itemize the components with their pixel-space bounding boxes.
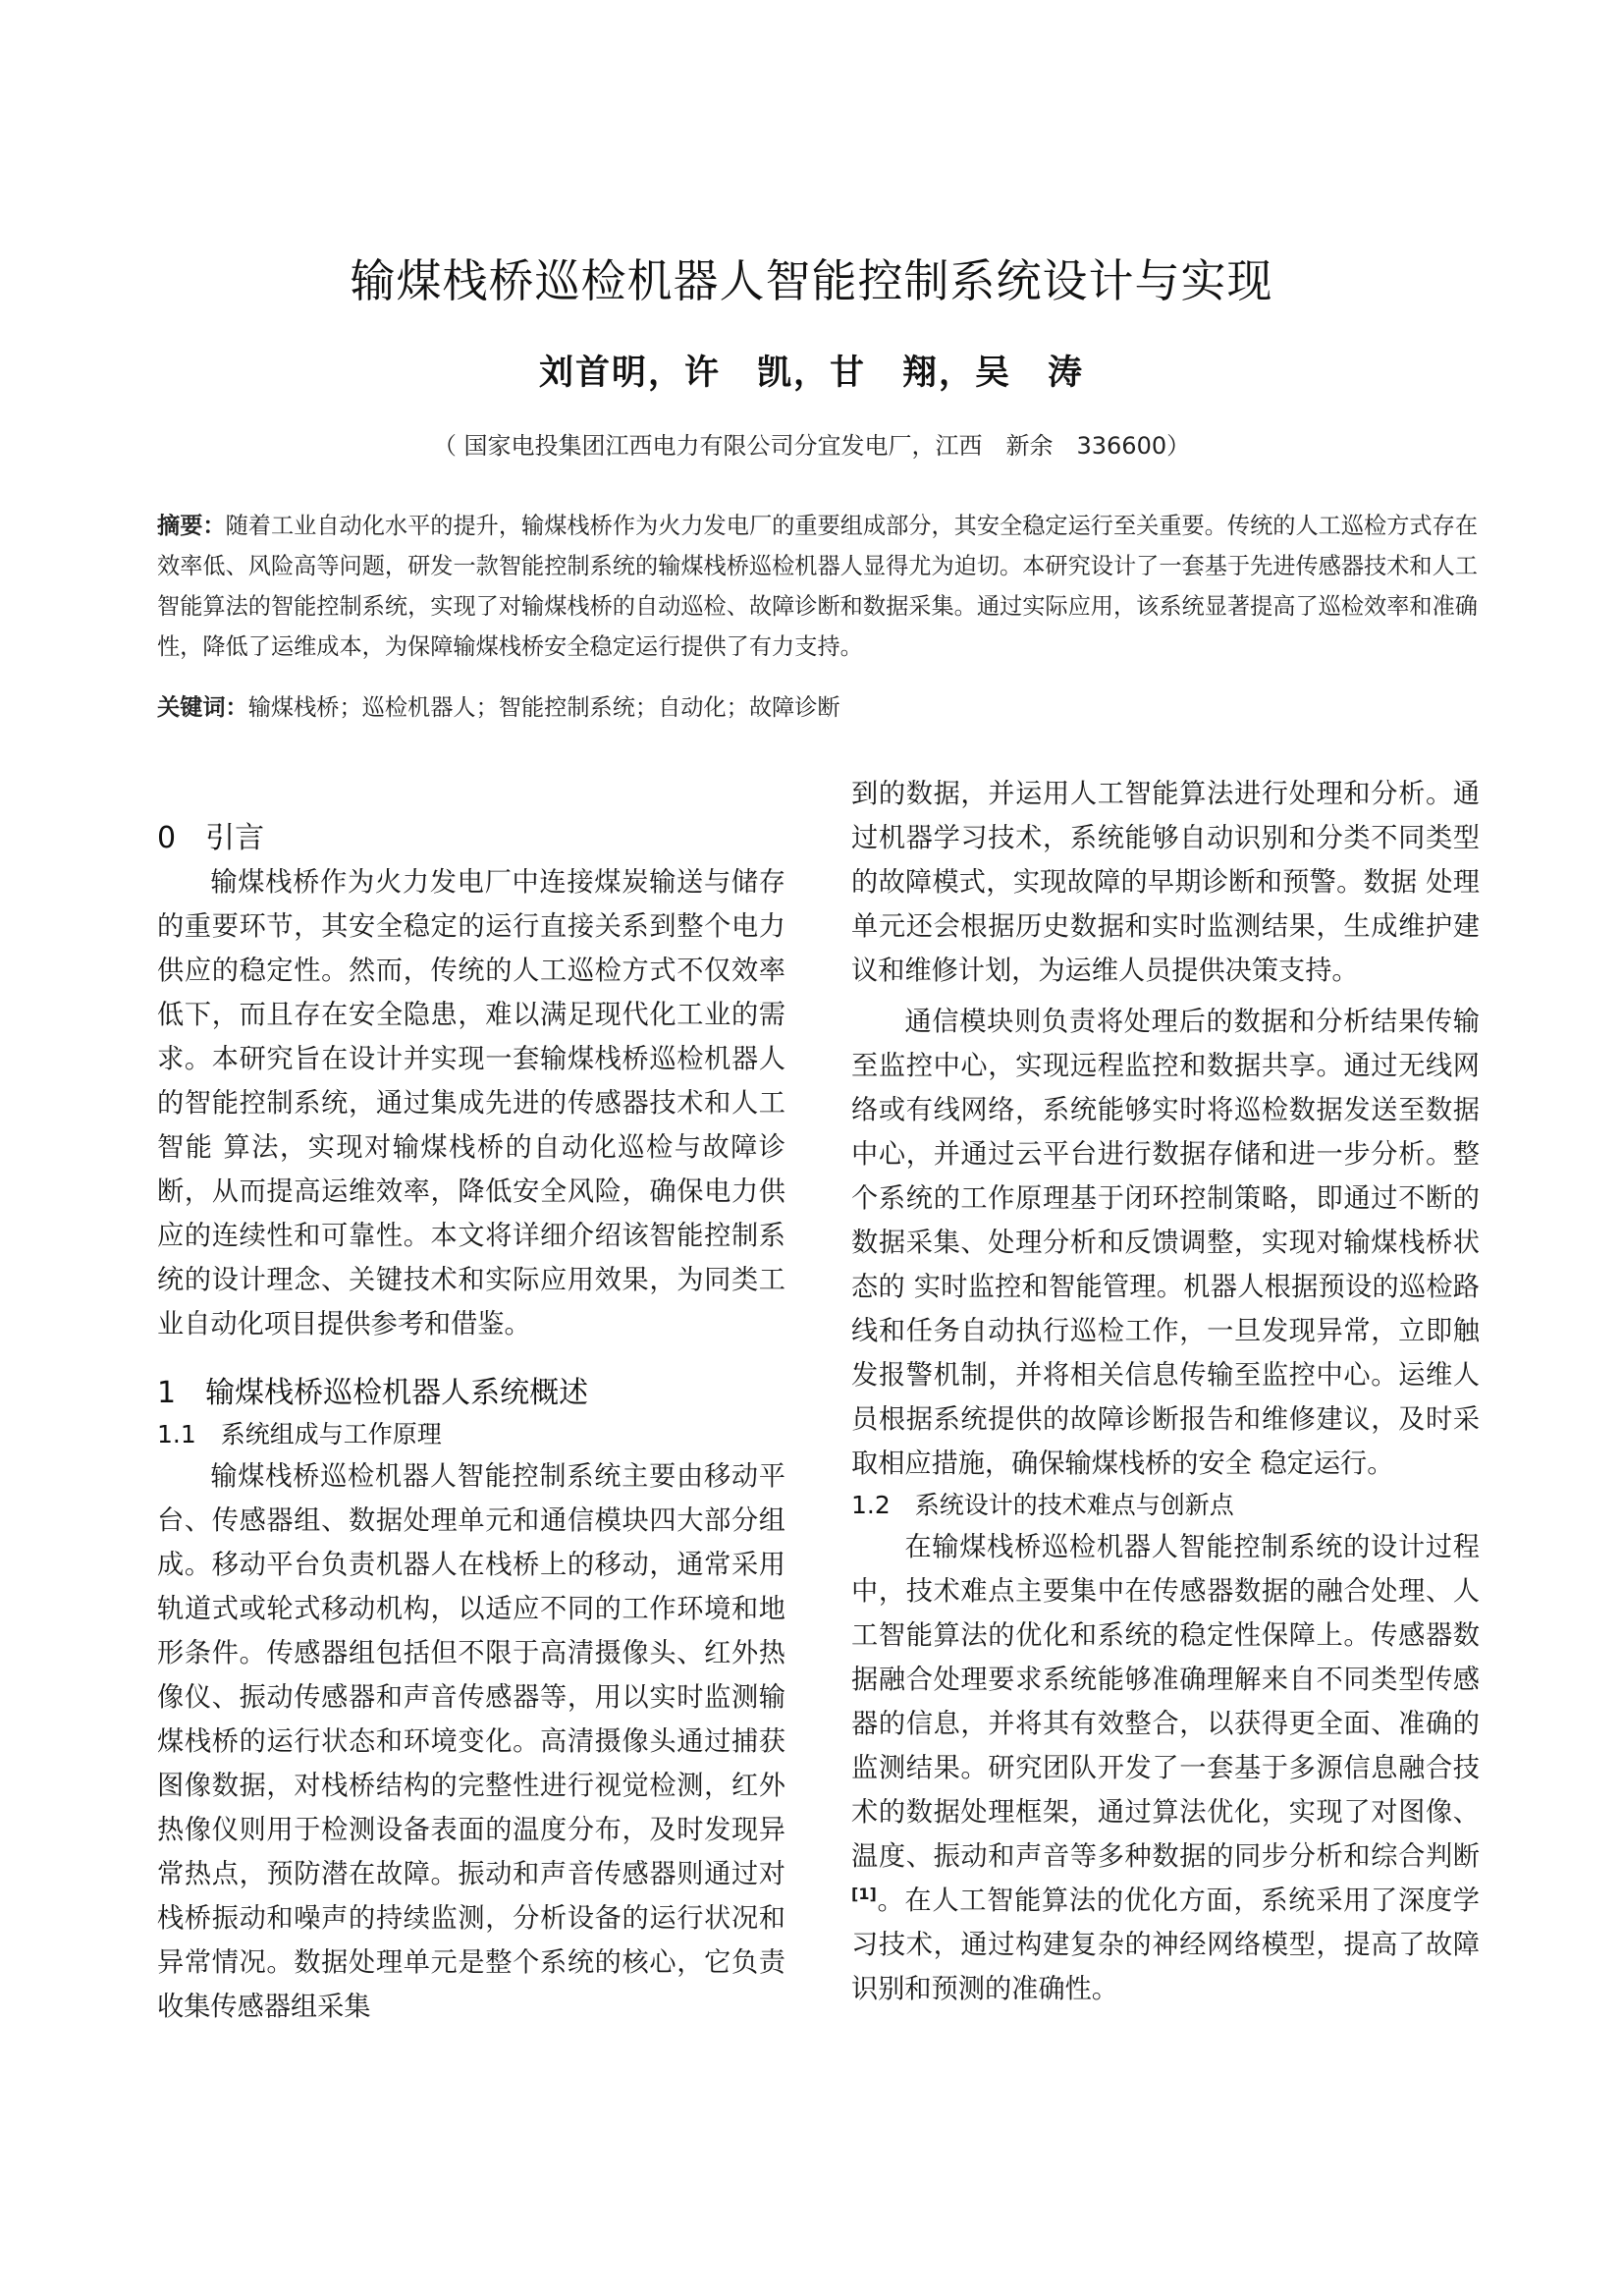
section-1-heading: 1 输煤栈桥巡检机器人系统概述 <box>157 1376 589 1410</box>
right-column <box>851 772 1480 2011</box>
section-1-1-paragraph: 输煤栈桥巡检机器人智能控制系统主要由移动平台、传感器组、数据处理单元和通信模块四大部分组成。移动平台负责机器人在栈桥上的移动，通常采用轨道式或轮式移动机构，以适应不同的工作环境和地形条件。传感器组包括但不限于高清摄像头、红外热像仪、振动传感器和声音传感器等，用以实时监测输煤栈桥的运行状态和环境变化。高清摄像头通过捕获图像数据，对栈桥结构的完整性进行视觉检测，红外热像仪则用于检测设备表面的温度分布，及时发现异常热点，预防潜在故障。振动和声音传感器则通过对栈桥振动和噪声的持续监测，分析设备的运行状况和异常情况。数据处理单元是整个系统的核心，它负责收集传感器组采集 <box>157 1461 785 2022</box>
section-1-2-paragraph <box>851 1525 1480 2011</box>
keywords <box>157 687 1478 728</box>
left-column <box>157 817 785 2029</box>
section-0-heading: 0 引言 <box>157 821 265 855</box>
paper-title: 输煤栈桥巡检机器人智能控制系统设计与实现 <box>350 254 1273 307</box>
abstract-label: 摘要： <box>157 513 226 539</box>
citation-1[interactable]: [1] <box>851 1884 877 1903</box>
communication-paragraph: 通信模块则负责将处理后的数据和分析结果传输至监控中心，实现远程监控和数据共享。通过无线网络或有线网络，系统能够实时将巡检数据发送至数据中心，并通过云平台进行数据存储和进一步分析。整个系统的工作原理基于闭环控制策略，即通过不断的数据采集、处理分析和反馈调整，实现对输煤栈桥状态的 实时监控和智能管理。机器人根据预设的巡检路线和任务自动执行巡检工作，一旦发现异常，立即触发报警机制，并将相关信息传输至监控中心。运维人员根据系统提供的故障诊断报告和维修建议，及时采取相应措施，确保输煤栈桥的安全 稳定运行。 <box>851 1007 1480 1479</box>
abstract <box>157 506 1478 667</box>
section-1-1-heading: 1.1 系统组成与工作原理 <box>157 1420 442 1449</box>
paper-affiliation: （ 国家电投集团江西电力有限公司分宜发电厂，江西 新余 336600） <box>432 432 1191 460</box>
continued-paragraph: 到的数据，并运用人工智能算法进行处理和分析。通过机器学习技术，系统能够自动识别和分类不同类型的故障模式，实现故障的早期诊断和预警。数据 处理单元还会根据历史数据和实时监测结果，生成维护建议和维修计划，为运维人员提供决策支持。 <box>851 779 1480 986</box>
keywords-label: 关键词： <box>157 694 248 721</box>
section-0-paragraph: 输煤栈桥作为火力发电厂中连接煤炭输送与储存的重要环节，其安全稳定的运行直接关系到整个电力供应的稳定性。然而，传统的人工巡检方式不仅效率低下，而且存在安全隐患，难以满足现代化工业的需求。本研究旨在设计并实现一套输煤栈桥巡检机器人的智能控制系统，通过集成先进的传感器技术和人工智能 算法，实现对输煤栈桥的自动化巡检与故障诊断，从而提高运维效率，降低安全风险，确保电力供应的连续性和可靠性。本文将详细介绍该智能控制系统的设计理念、关键技术和实际应用效果，为同类工业自动化项目提供参考和借鉴。 <box>157 867 785 1339</box>
section-1-2-text-b: 。在人工智能算法的优化方面，系统采用了深度学习技术，通过构建复杂的神经网络模型，提高了故障识别和预测的准确性。 <box>851 1886 1480 2004</box>
section-1-2-heading: 1.2 系统设计的技术难点与创新点 <box>851 1491 1234 1519</box>
abstract-text: 随着工业自动化水平的提升，输煤栈桥作为火力发电厂的重要组成部分，其安全稳定运行至关重要。传统的人工巡检方式存在效率低、风险高等问题，研发一款智能控制系统的输煤栈桥巡检机器人显得尤为迫切。本研究设计了一套基于先进传感器技术和人工智能算法的智能控制系统，实现了对输煤栈桥的自动巡检、故障诊断和数据采集。通过实际应用，该系统显著提高了巡检效率和准确性，降低了运维成本，为保障输煤栈桥安全稳定运行提供了有力支持。 <box>157 513 1479 660</box>
keywords-text: 输煤栈桥；巡检机器人；智能控制系统；自动化；故障诊断 <box>247 694 840 721</box>
paper-authors: 刘首明，许 凯，甘 翔，吴 涛 <box>538 353 1084 393</box>
section-1-2-text-a: 在输煤栈桥巡检机器人智能控制系统的设计过程中，技术难点主要集中在传感器数据的融合处理、人工智能算法的优化和系统的稳定性保障上。传感器数据融合处理要求系统能够准确理解来自不同类型传感器的信息，并将其有效整合，以获得更全面、准确的监测结果。研究团队开发了一套基于多源信息融合技术的数据处理框架，通过算法优化，实现了对图像、温度、振动和声音等多种数据的同步分析和综合判断 <box>851 1532 1480 1872</box>
